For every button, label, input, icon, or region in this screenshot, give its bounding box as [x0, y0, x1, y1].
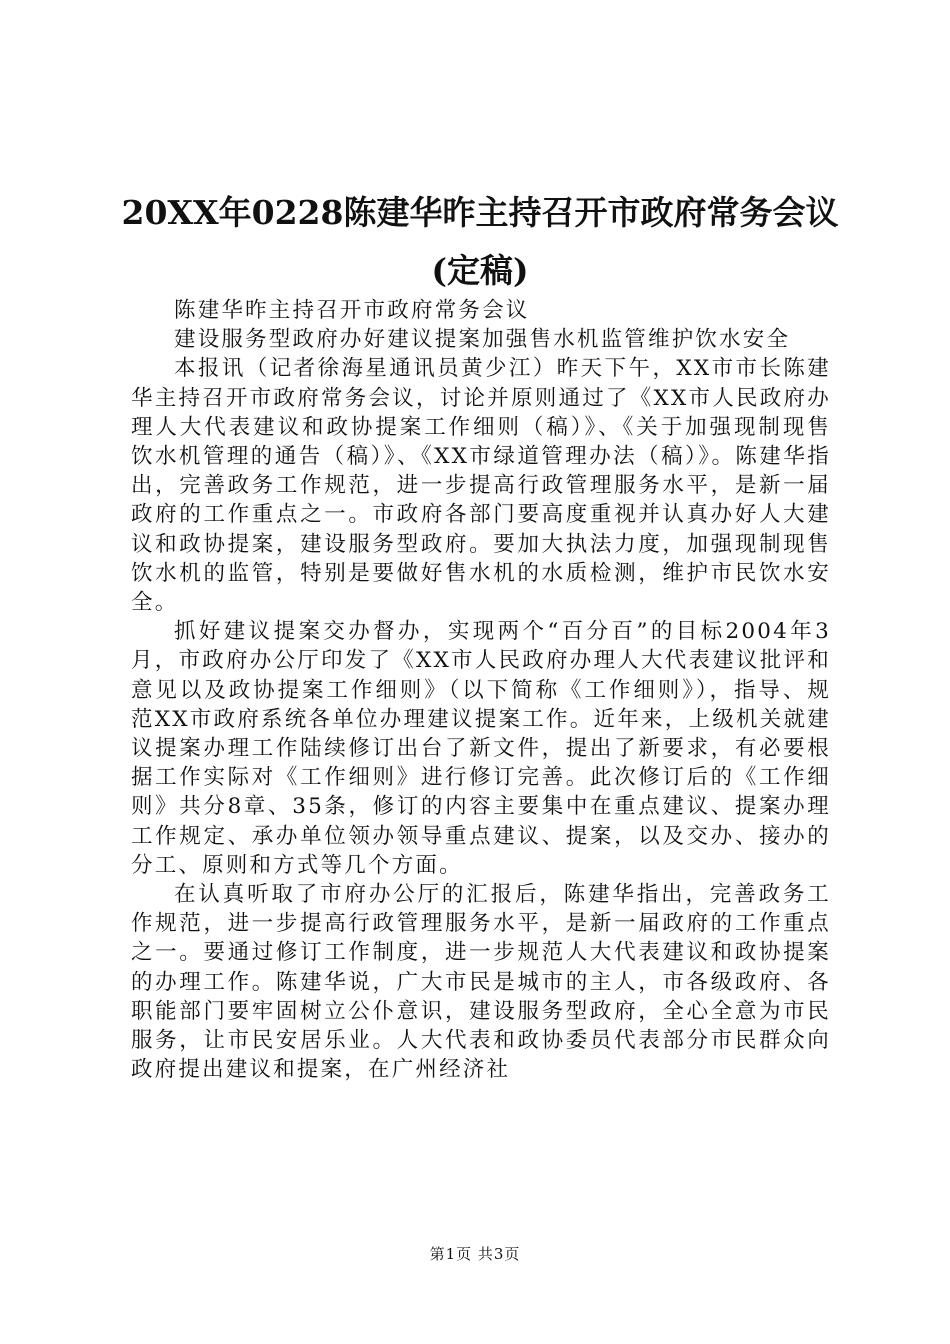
document-body [131, 296, 831, 1084]
paragraph: 陈建华昨主持召开市政府常务会议 [174, 298, 530, 323]
document-title: 20XX年0228陈建华昨主持召开市政府常务会议(定稿) [121, 193, 839, 290]
paragraph: 在认真听取了市府办公厅的汇报后，陈建华指出，完善政务工作规范，进一步提高行政管理服务水平，是新一届政府的工作重点之一。要通过修订工作制度，进一步规范人大代表建议和政协提案的办理工作。陈建华说，广大市民是城市的主人，市各级政府、各职能部门要牢固树立公仆意识，建设服务型政府，全心全意为市民服务，让市民安居乐业。人大代表和政协委员代表部分市民群众向政府提出建议和提案，在广州经济社 [131, 882, 831, 1083]
paragraph: 本报讯（记者徐海星通讯员黄少江）昨天下午，XX市市长陈建华主持召开市政府常务会议，讨论并原则通过了《XX市人民政府办理人大代表建议和政协提案工作细则（稿）》、《关于加强现制现售饮水机管理的通告（稿）》、《XX市绿道管理办法（稿）》。陈建华指出，完善政务工作规范，进一步提高行政管理服务水平，是新一届政府的工作重点之一。市政府各部门要高度重视并认真办好人大建议和政协提案，建设服务型政府。要加大执法力度，加强现制现售饮水机的监管，特别是要做好售水机的水质检测，维护市民饮水安全。 [131, 356, 831, 616]
page-number: 第1页 共3页 [429, 1245, 521, 1263]
paragraph: 建设服务型政府办好建议提案加强售水机监管维护饮水安全 [174, 327, 791, 353]
paragraph: 抓好建议提案交办督办，实现两个“百分百”的目标2004年3月，市政府办公厅印发了《XX市人民政府办理人大代表建议批评和意见以及政协提案工作细则》（以下简称《工作细则》），指导、规范XX市政府系统各单位办理建议提案工作。近年来，上级机关就建议提案办理工作陆续修订出台了新文件，提出了新要求，有必要根据工作实际对《工作细则》进行修订完善。此次修订后的《工作细则》共分8章、35条，修订的内容主要集中在重点建议、提案办理工作规定、承办单位领办领导重点建议、提案，以及交办、接办的分工、原则和方式等几个方面。 [131, 619, 831, 878]
